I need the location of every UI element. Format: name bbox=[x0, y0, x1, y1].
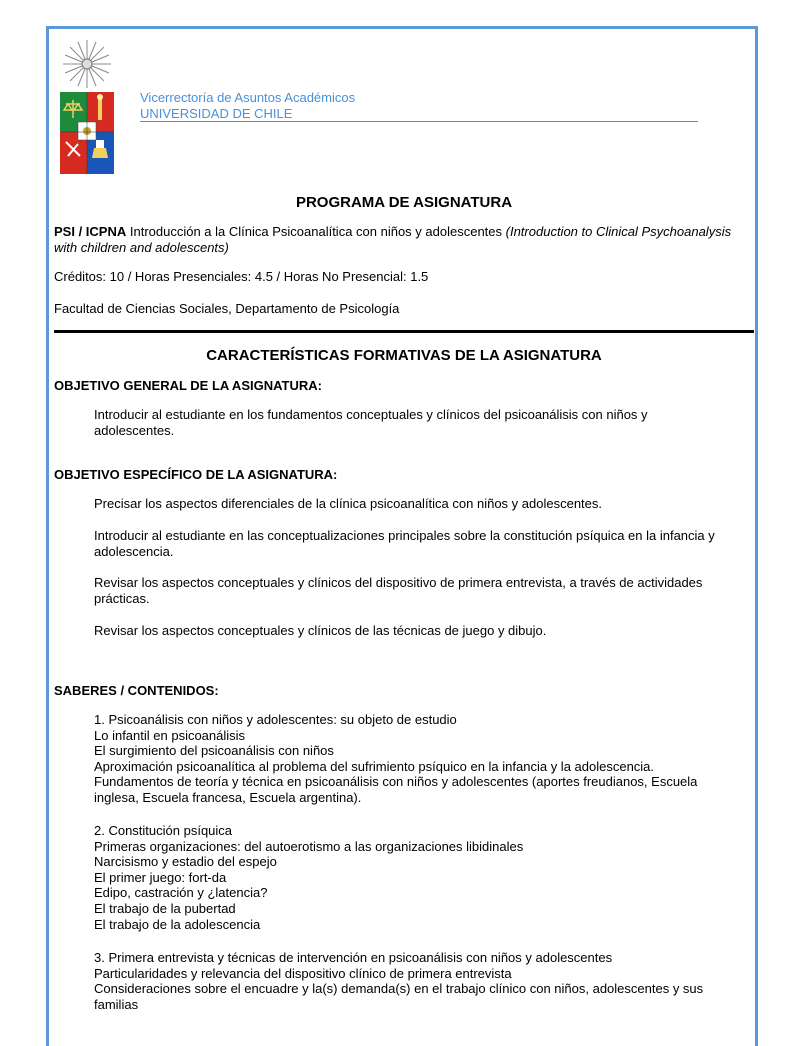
specific-objective-item: Revisar los aspectos conceptuales y clínicos de las técnicas de juego y dibujo. bbox=[94, 623, 547, 638]
unit-2-title: 2. Constitución psíquica bbox=[94, 823, 233, 838]
contents-unit-3 bbox=[94, 950, 719, 1012]
unit-2-item: El trabajo de la adolescencia bbox=[94, 916, 261, 932]
unit-2-item: El primer juego: fort-da bbox=[94, 869, 227, 885]
unit-2-item: Primeras organizaciones: del autoerotismo a las organizaciones libidinales bbox=[94, 838, 524, 854]
section-divider bbox=[54, 330, 754, 333]
course-name: Introducción a la Clínica Psicoanalítica con niños y adolescentes bbox=[126, 224, 506, 239]
unit-1-item: El surgimiento del psicoanálisis con niños bbox=[94, 743, 334, 759]
specific-objective-item: Introducir al estudiante en las conceptualizaciones principales sobre la constitución psíquica en la infancia y adolescencia. bbox=[94, 528, 715, 559]
faculty-line: Facultad de Ciencias Sociales, Departamento de Psicología bbox=[54, 301, 400, 316]
course-name-english: (Introduction to Clinical Psychoanalysis with children and adolescents) bbox=[54, 224, 732, 255]
unit-1-title: 1. Psicoanálisis con niños y adolescentes: su objeto de estudio bbox=[94, 712, 457, 727]
university-crest-logo bbox=[58, 38, 116, 176]
unit-1-item: Aproximación psicoanalítica al problema del sufrimiento psíquico en la infancia y la adolescencia. bbox=[94, 758, 655, 774]
unit-2-item: Narcisismo y estadio del espejo bbox=[94, 854, 277, 870]
unit-3-title: 3. Primera entrevista y técnicas de intervención en psicoanálisis con niños y adolescentes bbox=[94, 950, 613, 965]
unit-2-item: El trabajo de la pubertad bbox=[94, 900, 236, 916]
vicerrectoria-label: Vicerrectoría de Asuntos Académicos bbox=[140, 90, 356, 105]
general-objective-heading: OBJETIVO GENERAL DE LA ASIGNATURA: bbox=[54, 378, 322, 393]
institution-header bbox=[140, 90, 698, 122]
course-code: PSI / ICPNA bbox=[54, 224, 127, 239]
contents-heading: SABERES / CONTENIDOS: bbox=[54, 683, 219, 698]
unit-1-item: Fundamentos de teoría y técnica en psicoanálisis con niños y adolescentes (aportes freudianos, Escuela inglesa, Escuela francesa, Escuela argentina). bbox=[94, 774, 698, 805]
page-title: PROGRAMA DE ASIGNATURA bbox=[295, 194, 513, 211]
specific-objective-item: Precisar los aspectos diferenciales de la clínica psicoanalítica con niños y adolescentes. bbox=[94, 496, 602, 511]
university-name: UNIVERSIDAD DE CHILE bbox=[140, 106, 293, 121]
header-divider bbox=[140, 121, 698, 122]
unit-3-item: Particularidades y relevancia del dispositivo clínico de primera entrevista bbox=[94, 965, 512, 981]
credits-line: Créditos: 10 / Horas Presenciales: 4.5 / Horas No Presencial: 1.5 bbox=[54, 269, 429, 284]
contents-unit-1 bbox=[94, 712, 719, 806]
unit-3-item: Consideraciones sobre el encuadre y la(s) demanda(s) en el trabajo clínico con niños, adolescentes y sus familias bbox=[94, 981, 704, 1012]
unit-2-item: Edipo, castración y ¿latencia? bbox=[94, 885, 268, 901]
unit-1-item: Lo infantil en psicoanálisis bbox=[94, 727, 246, 743]
contents-unit-2 bbox=[94, 823, 719, 932]
section-title: CARACTERÍSTICAS FORMATIVAS DE LA ASIGNATURA bbox=[206, 347, 602, 364]
general-objective-text: Introducir al estudiante en los fundamentos conceptuales y clínicos del psicoanálisis con niños y adolescentes. bbox=[94, 407, 648, 438]
specific-objective-heading: OBJETIVO ESPECÍFICO DE LA ASIGNATURA: bbox=[54, 467, 338, 482]
specific-objective-item: Revisar los aspectos conceptuales y clínicos del dispositivo de primera entrevista, a través de actividades prácticas. bbox=[94, 575, 703, 606]
course-line bbox=[54, 224, 754, 256]
